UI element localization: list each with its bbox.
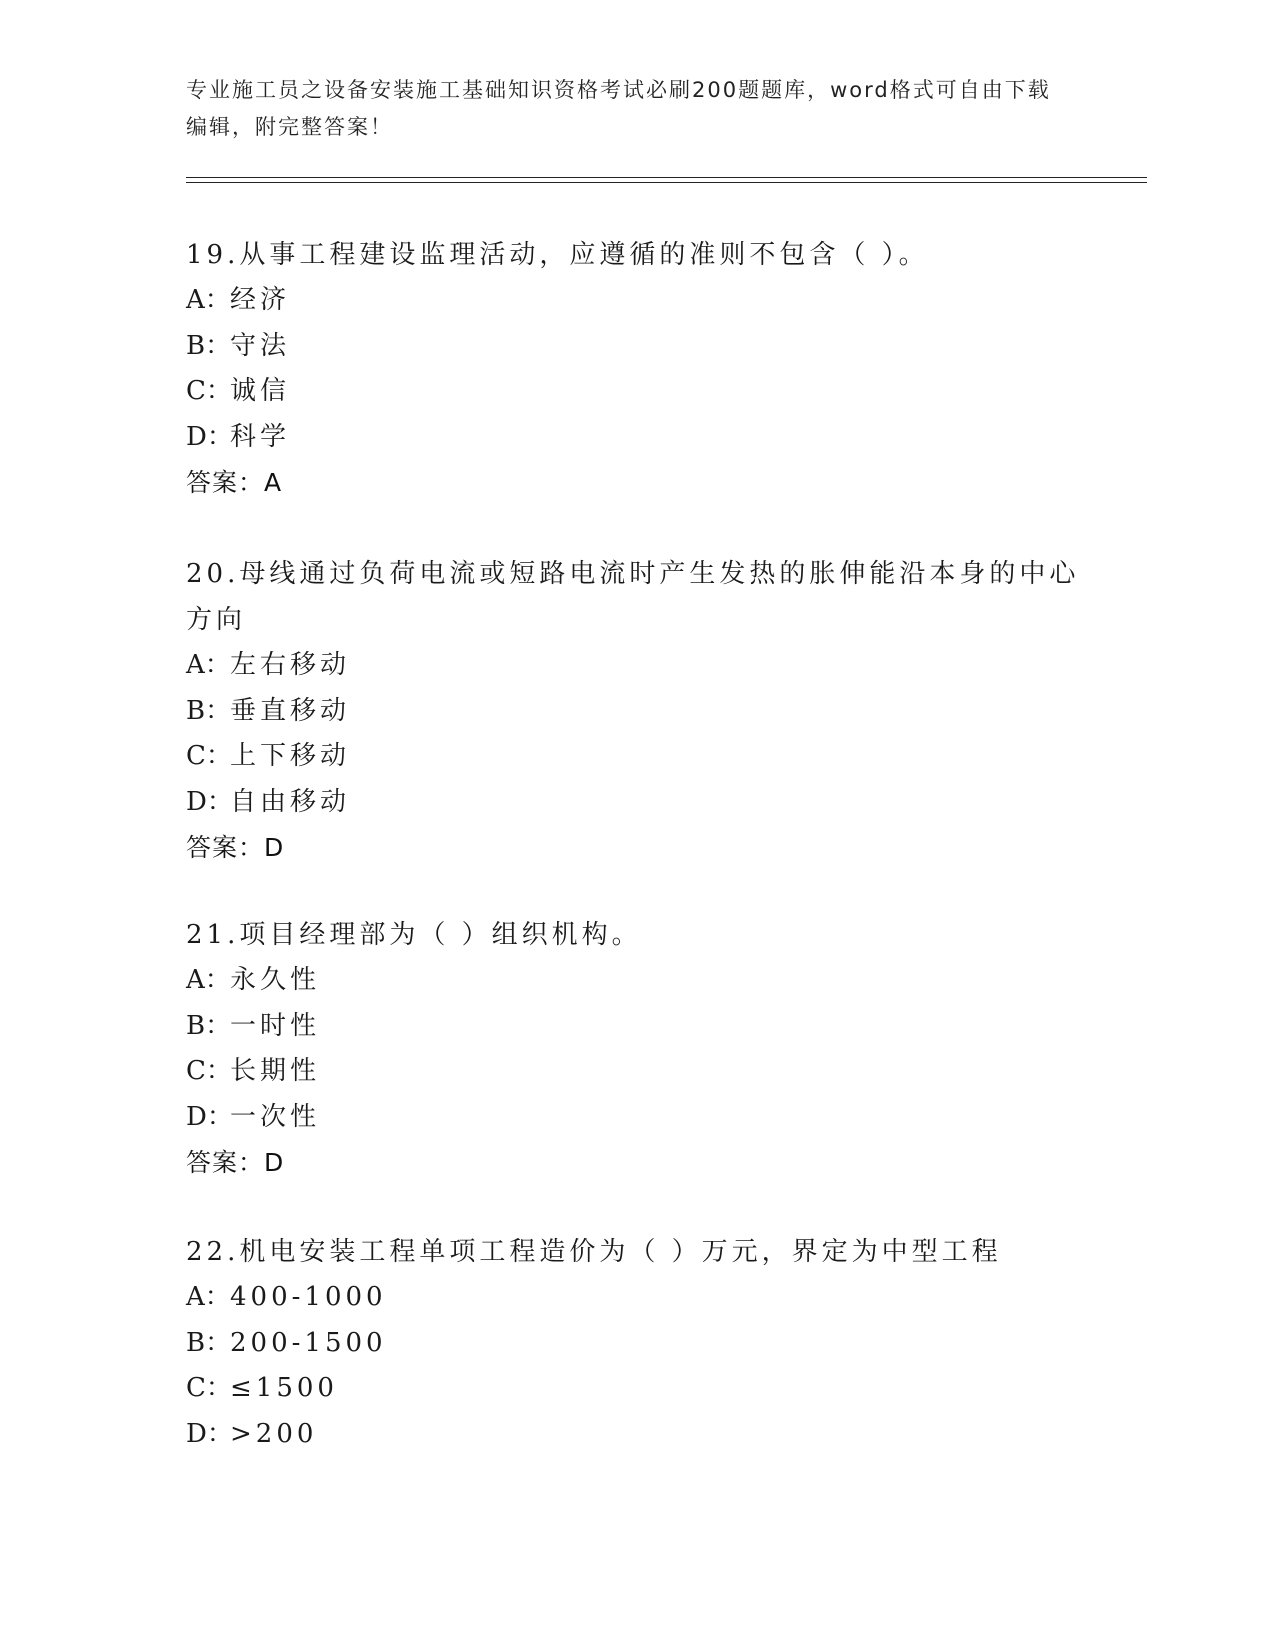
document-header: 专业施工员之设备安装施工基础知识资格考试必刷200题题库，word格式可自由下载编辑，附完整答案！ (186, 78, 1051, 139)
option-letter: C： (186, 1373, 232, 1403)
question-stem: 20.母线通过负荷电流或短路电流时产生发热的胀伸能沿本身的中心方向 (186, 559, 1080, 635)
option-text: >200 (230, 1418, 318, 1449)
option-text: ≤1500 (230, 1373, 338, 1403)
option-d (186, 780, 1086, 826)
option-letter: B： (186, 1327, 232, 1358)
option-letter: D： (186, 1101, 233, 1132)
question-22 (186, 1229, 1086, 1457)
option-letter: D： (186, 786, 233, 817)
option-b (186, 1004, 1086, 1050)
option-text: 一时性 (230, 1010, 321, 1041)
question-19 (186, 232, 1086, 506)
option-c (186, 1049, 1086, 1095)
header-divider-top (186, 177, 1147, 178)
option-letter: A： (186, 285, 231, 315)
question-21 (186, 912, 1086, 1186)
option-text: 垂直移动 (230, 695, 351, 726)
option-text: 自由移动 (230, 786, 351, 817)
option-letter: C： (186, 376, 232, 406)
option-b (186, 324, 1086, 370)
option-letter: C： (186, 741, 232, 771)
option-letter: D： (186, 1418, 233, 1449)
option-text: 左右移动 (230, 650, 351, 680)
option-text: 长期性 (230, 1056, 321, 1086)
option-text: 400-1000 (230, 1282, 387, 1312)
question-stem: 22.机电安装工程单项工程造价为（ ）万元，界定为中型工程 (186, 1237, 1002, 1267)
question-20 (186, 551, 1086, 871)
option-a (186, 958, 1086, 1004)
option-text: 经济 (230, 285, 291, 315)
option-text: 一次性 (230, 1101, 321, 1132)
option-text: 上下移动 (230, 741, 351, 771)
option-text: 守法 (230, 330, 291, 361)
option-letter: A： (186, 1282, 231, 1312)
option-a (186, 643, 1086, 689)
option-letter: B： (186, 1010, 232, 1041)
option-a (186, 1275, 1086, 1321)
option-letter: A： (186, 650, 231, 680)
option-c (186, 369, 1086, 415)
option-d (186, 1412, 1086, 1458)
option-letter: B： (186, 695, 232, 726)
question-stem: 19.从事工程建设监理活动，应遵循的准则不包含（ ）。 (186, 240, 929, 270)
option-letter: A： (186, 965, 231, 995)
answer-line: 答案：A (186, 468, 283, 497)
option-b (186, 1321, 1086, 1367)
option-d (186, 415, 1086, 461)
option-b (186, 689, 1086, 735)
option-text: 200-1500 (230, 1327, 387, 1358)
option-text: 科学 (230, 421, 291, 452)
option-a (186, 278, 1086, 324)
header-divider-bottom (186, 182, 1147, 183)
option-d (186, 1095, 1086, 1141)
question-stem: 21.项目经理部为（ ）组织机构。 (186, 920, 642, 950)
option-letter: B： (186, 330, 232, 361)
option-letter: C： (186, 1056, 232, 1086)
option-c (186, 1366, 1086, 1412)
option-c (186, 734, 1086, 780)
option-text: 永久性 (230, 965, 321, 995)
option-letter: D： (186, 421, 233, 452)
answer-line: 答案：D (186, 833, 285, 862)
answer-line: 答案：D (186, 1148, 285, 1177)
option-text: 诚信 (230, 376, 291, 406)
